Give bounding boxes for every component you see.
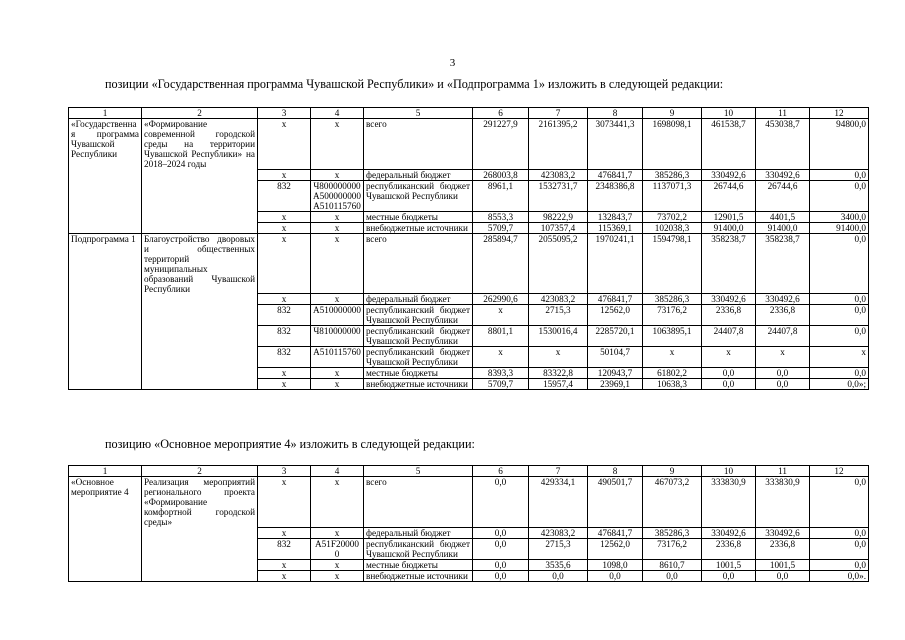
amount-cell: 330492,6	[702, 169, 756, 180]
amount-cell: 333830,9	[702, 477, 756, 528]
admin-code-cell: 832	[258, 326, 311, 347]
program-name-cell	[69, 379, 142, 390]
amount-cell: 453038,7	[756, 119, 810, 170]
budget-code-cell: x	[311, 119, 364, 170]
amount-cell: 10638,3	[643, 379, 702, 390]
amount-cell: 385286,3	[643, 169, 702, 180]
amount-cell: 5709,7	[473, 379, 529, 390]
program-name-cell	[69, 347, 142, 368]
amount-cell: 358238,7	[756, 233, 810, 294]
header-cell: 9	[643, 466, 702, 477]
budget-code-cell: x	[311, 559, 364, 570]
amount-cell: 467073,2	[643, 477, 702, 528]
funding-source-cell: федеральный бюджет	[364, 527, 473, 538]
amount-cell: x	[702, 347, 756, 368]
header-cell: 10	[702, 108, 756, 119]
program-title-cell: Благоустройство дворовых и общественных территорий муниципальных образований Чувашской Республики	[142, 233, 258, 294]
amount-cell: 0,0	[529, 570, 588, 581]
amount-cell: 2715,3	[529, 305, 588, 326]
amount-cell: 91400,0	[810, 222, 869, 233]
amount-cell: 429334,1	[529, 477, 588, 528]
budget-code-cell: x	[311, 222, 364, 233]
program-name-cell	[69, 559, 142, 570]
amount-cell: 358238,7	[702, 233, 756, 294]
program-name-cell	[69, 570, 142, 581]
amount-cell: 73176,2	[643, 305, 702, 326]
amount-cell: 8801,1	[473, 326, 529, 347]
amount-cell: 8610,7	[643, 559, 702, 570]
amount-cell: 8553,3	[473, 211, 529, 222]
amount-cell: 1532731,7	[529, 180, 588, 211]
program-title-cell	[142, 169, 258, 180]
program-name-cell	[69, 211, 142, 222]
amount-cell: x	[756, 347, 810, 368]
funding-source-cell: местные бюджеты	[364, 368, 473, 379]
amount-cell: 98222,9	[529, 211, 588, 222]
budget-code-cell: А510115760	[311, 347, 364, 368]
admin-code-cell: x	[258, 169, 311, 180]
amount-cell: 1594798,1	[643, 233, 702, 294]
amount-cell: 15957,4	[529, 379, 588, 390]
amount-cell: x	[473, 305, 529, 326]
amount-cell: 291227,9	[473, 119, 529, 170]
amount-cell: 330492,6	[702, 527, 756, 538]
amount-cell: 0,0	[810, 477, 869, 528]
admin-code-cell: x	[258, 119, 311, 170]
amount-cell: 423083,2	[529, 294, 588, 305]
program-title-cell: Реализация мероприятий регионального проекта «Формирование комфортной городской среды»	[142, 477, 258, 528]
program-title-cell: «Формирование современной городской среды на территории Чувашской Республики» на 2018–2024 годы	[142, 119, 258, 170]
amount-cell: 0,0	[643, 570, 702, 581]
table-header-row	[69, 108, 869, 119]
table-row	[69, 222, 869, 233]
amount-cell: 3400,0	[810, 211, 869, 222]
amount-cell: 1098,0	[588, 559, 643, 570]
table-row	[69, 477, 869, 528]
amount-cell: 0,0	[702, 570, 756, 581]
table-row	[69, 368, 869, 379]
table-header-row	[69, 466, 869, 477]
table-row	[69, 233, 869, 294]
amount-cell: 1530016,4	[529, 326, 588, 347]
table-row	[69, 169, 869, 180]
amount-cell: 24407,8	[702, 326, 756, 347]
header-cell: 5	[364, 466, 473, 477]
amount-cell: 12562,0	[588, 538, 643, 559]
amount-cell: 12562,0	[588, 305, 643, 326]
header-cell: 1	[69, 466, 142, 477]
budget-code-cell: x	[311, 368, 364, 379]
amount-cell: 0,0	[756, 368, 810, 379]
amount-cell: 61802,2	[643, 368, 702, 379]
amount-cell: 268003,8	[473, 169, 529, 180]
header-cell: 6	[473, 108, 529, 119]
amount-cell: 1063895,1	[643, 326, 702, 347]
table-row	[69, 305, 869, 326]
header-cell: 12	[810, 108, 869, 119]
amount-cell: 0,0	[810, 527, 869, 538]
amount-cell: 1698098,1	[643, 119, 702, 170]
program-title-cell	[142, 180, 258, 211]
amount-cell: 285894,7	[473, 233, 529, 294]
amount-cell: 0,0».	[810, 570, 869, 581]
amount-cell: 0,0	[810, 305, 869, 326]
budget-code-cell: x	[311, 169, 364, 180]
admin-code-cell: x	[258, 294, 311, 305]
amount-cell: 102038,3	[643, 222, 702, 233]
budget-code-cell: А51F200000	[311, 538, 364, 559]
amount-cell: 330492,6	[756, 527, 810, 538]
table-row	[69, 527, 869, 538]
amount-cell: 1001,5	[702, 559, 756, 570]
budget-table-program	[68, 107, 869, 390]
table-row	[69, 570, 869, 581]
header-cell: 5	[364, 108, 473, 119]
program-name-cell	[69, 326, 142, 347]
amount-cell: 83322,8	[529, 368, 588, 379]
funding-source-cell: местные бюджеты	[364, 211, 473, 222]
budget-code-cell: x	[311, 379, 364, 390]
program-title-cell	[142, 305, 258, 326]
program-title-cell	[142, 222, 258, 233]
amount-cell: x	[810, 347, 869, 368]
header-cell: 10	[702, 466, 756, 477]
amount-cell: 91400,0	[702, 222, 756, 233]
amount-cell: 423083,2	[529, 527, 588, 538]
funding-source-cell: республиканский бюджет Чувашской Республики	[364, 326, 473, 347]
program-title-cell	[142, 347, 258, 368]
program-name-cell	[69, 294, 142, 305]
program-name-cell: «Государственная программа Чувашской Республики	[69, 119, 142, 170]
budget-code-cell: Ч800000000 А500000000 А510115760	[311, 180, 364, 211]
amount-cell: 0,0	[810, 368, 869, 379]
amount-cell: 8961,1	[473, 180, 529, 211]
admin-code-cell: x	[258, 379, 311, 390]
funding-source-cell: всего	[364, 119, 473, 170]
header-cell: 11	[756, 108, 810, 119]
header-cell: 2	[142, 466, 258, 477]
amount-cell: 0,0	[473, 477, 529, 528]
funding-source-cell: федеральный бюджет	[364, 169, 473, 180]
amount-cell: 476841,7	[588, 527, 643, 538]
budget-code-cell: x	[311, 570, 364, 581]
amount-cell: 476841,7	[588, 294, 643, 305]
admin-code-cell: 832	[258, 347, 311, 368]
amount-cell: 0,0	[810, 538, 869, 559]
funding-source-cell: внебюджетные источники	[364, 222, 473, 233]
amount-cell: 2336,8	[702, 305, 756, 326]
program-title-cell	[142, 538, 258, 559]
amount-cell: 262990,6	[473, 294, 529, 305]
amount-cell: 0,0	[473, 538, 529, 559]
amount-cell: 2161395,2	[529, 119, 588, 170]
budget-code-cell: Ч810000000	[311, 326, 364, 347]
budget-code-cell: x	[311, 233, 364, 294]
budget-code-cell: x	[311, 477, 364, 528]
amount-cell: 0,0	[810, 326, 869, 347]
program-title-cell	[142, 326, 258, 347]
program-title-cell	[142, 570, 258, 581]
header-cell: 4	[311, 466, 364, 477]
admin-code-cell: 832	[258, 305, 311, 326]
amount-cell: 333830,9	[756, 477, 810, 528]
admin-code-cell: x	[258, 559, 311, 570]
amount-cell: 120943,7	[588, 368, 643, 379]
program-name-cell	[69, 538, 142, 559]
header-cell: 8	[588, 108, 643, 119]
header-cell: 7	[529, 466, 588, 477]
amount-cell: 461538,7	[702, 119, 756, 170]
program-name-cell: Подпрограмма 1	[69, 233, 142, 294]
amount-cell: 94800,0	[810, 119, 869, 170]
amount-cell: 26744,6	[702, 180, 756, 211]
funding-source-cell: внебюджетные источники	[364, 570, 473, 581]
amount-cell: 330492,6	[756, 169, 810, 180]
table-row	[69, 538, 869, 559]
amount-cell: 0,0	[810, 180, 869, 211]
amount-cell: 2336,8	[702, 538, 756, 559]
amount-cell: 330492,6	[756, 294, 810, 305]
funding-source-cell: всего	[364, 477, 473, 528]
program-title-cell	[142, 379, 258, 390]
amount-cell: 0,0	[588, 570, 643, 581]
amount-cell: 5709,7	[473, 222, 529, 233]
amount-cell: x	[473, 347, 529, 368]
header-cell: 12	[810, 466, 869, 477]
amount-cell: 0,0	[473, 527, 529, 538]
amount-cell: 385286,3	[643, 527, 702, 538]
amount-cell: 132843,7	[588, 211, 643, 222]
table-row	[69, 559, 869, 570]
page-number: 3	[449, 57, 456, 69]
amount-cell: 0,0	[702, 379, 756, 390]
budget-code-cell: А510000000	[311, 305, 364, 326]
amount-cell: 0,0»;	[810, 379, 869, 390]
funding-source-cell: местные бюджеты	[364, 559, 473, 570]
admin-code-cell: 832	[258, 538, 311, 559]
amount-cell: 73176,2	[643, 538, 702, 559]
amount-cell: 115369,1	[588, 222, 643, 233]
amount-cell: 107357,4	[529, 222, 588, 233]
paragraph-intro-1: позиции «Государственная программа Чувашской Республики» и «Подпрограмма 1» изложить в следующей редакции:	[105, 77, 724, 91]
program-title-cell	[142, 211, 258, 222]
header-cell: 2	[142, 108, 258, 119]
amount-cell: 1137071,3	[643, 180, 702, 211]
funding-source-cell: республиканский бюджет Чувашской Республики	[364, 180, 473, 211]
admin-code-cell: 832	[258, 180, 311, 211]
header-cell: 4	[311, 108, 364, 119]
amount-cell: 2336,8	[756, 538, 810, 559]
amount-cell: 2285720,1	[588, 326, 643, 347]
funding-source-cell: республиканский бюджет Чувашской Республики	[364, 305, 473, 326]
amount-cell: 0,0	[702, 368, 756, 379]
table-row	[69, 326, 869, 347]
admin-code-cell: x	[258, 570, 311, 581]
table-row	[69, 347, 869, 368]
program-name-cell	[69, 368, 142, 379]
amount-cell: x	[529, 347, 588, 368]
amount-cell: 0,0	[756, 379, 810, 390]
table-row	[69, 119, 869, 170]
program-title-cell	[142, 527, 258, 538]
budget-table-measure	[68, 465, 869, 582]
budget-code-cell: x	[311, 527, 364, 538]
amount-cell: 73702,2	[643, 211, 702, 222]
amount-cell: 12901,5	[702, 211, 756, 222]
program-name-cell	[69, 169, 142, 180]
program-name-cell	[69, 222, 142, 233]
amount-cell: 0,0	[810, 559, 869, 570]
budget-code-cell: x	[311, 211, 364, 222]
amount-cell: 0,0	[473, 570, 529, 581]
admin-code-cell: x	[258, 211, 311, 222]
amount-cell: 0,0	[810, 169, 869, 180]
header-cell: 6	[473, 466, 529, 477]
amount-cell: 23969,1	[588, 379, 643, 390]
admin-code-cell: x	[258, 233, 311, 294]
amount-cell: 3535,6	[529, 559, 588, 570]
program-title-cell	[142, 368, 258, 379]
amount-cell: 26744,6	[756, 180, 810, 211]
funding-source-cell: внебюджетные источники	[364, 379, 473, 390]
program-name-cell	[69, 180, 142, 211]
amount-cell: 2348386,8	[588, 180, 643, 211]
funding-source-cell: федеральный бюджет	[364, 294, 473, 305]
program-name-cell	[69, 305, 142, 326]
header-cell: 1	[69, 108, 142, 119]
table-row	[69, 379, 869, 390]
paragraph-intro-2: позицию «Основное мероприятие 4» изложить в следующей редакции:	[105, 437, 475, 451]
admin-code-cell: x	[258, 527, 311, 538]
table-row	[69, 180, 869, 211]
amount-cell: 490501,7	[588, 477, 643, 528]
amount-cell: 0,0	[810, 233, 869, 294]
amount-cell: 4401,5	[756, 211, 810, 222]
amount-cell: 8393,3	[473, 368, 529, 379]
amount-cell: 385286,3	[643, 294, 702, 305]
admin-code-cell: x	[258, 477, 311, 528]
amount-cell: 0,0	[473, 559, 529, 570]
admin-code-cell: x	[258, 222, 311, 233]
amount-cell: 330492,6	[702, 294, 756, 305]
amount-cell: 423083,2	[529, 169, 588, 180]
header-cell: 3	[258, 108, 311, 119]
funding-source-cell: республиканский бюджет Чувашской Республики	[364, 538, 473, 559]
amount-cell: 3073441,3	[588, 119, 643, 170]
table-row	[69, 294, 869, 305]
program-name-cell	[69, 527, 142, 538]
amount-cell: 0,0	[756, 570, 810, 581]
amount-cell: 91400,0	[756, 222, 810, 233]
header-cell: 8	[588, 466, 643, 477]
funding-source-cell: республиканский бюджет Чувашской Республики	[364, 347, 473, 368]
program-name-cell: «Основное мероприятие 4	[69, 477, 142, 528]
program-title-cell	[142, 294, 258, 305]
amount-cell: 1970241,1	[588, 233, 643, 294]
amount-cell: 476841,7	[588, 169, 643, 180]
amount-cell: 50104,7	[588, 347, 643, 368]
program-title-cell	[142, 559, 258, 570]
table-row	[69, 211, 869, 222]
amount-cell: 24407,8	[756, 326, 810, 347]
amount-cell: 2055095,2	[529, 233, 588, 294]
amount-cell: 1001,5	[756, 559, 810, 570]
budget-code-cell: x	[311, 294, 364, 305]
header-cell: 3	[258, 466, 311, 477]
amount-cell: 0,0	[810, 294, 869, 305]
amount-cell: 2336,8	[756, 305, 810, 326]
header-cell: 11	[756, 466, 810, 477]
admin-code-cell: x	[258, 368, 311, 379]
amount-cell: x	[643, 347, 702, 368]
header-cell: 7	[529, 108, 588, 119]
amount-cell: 2715,3	[529, 538, 588, 559]
header-cell: 9	[643, 108, 702, 119]
funding-source-cell: всего	[364, 233, 473, 294]
